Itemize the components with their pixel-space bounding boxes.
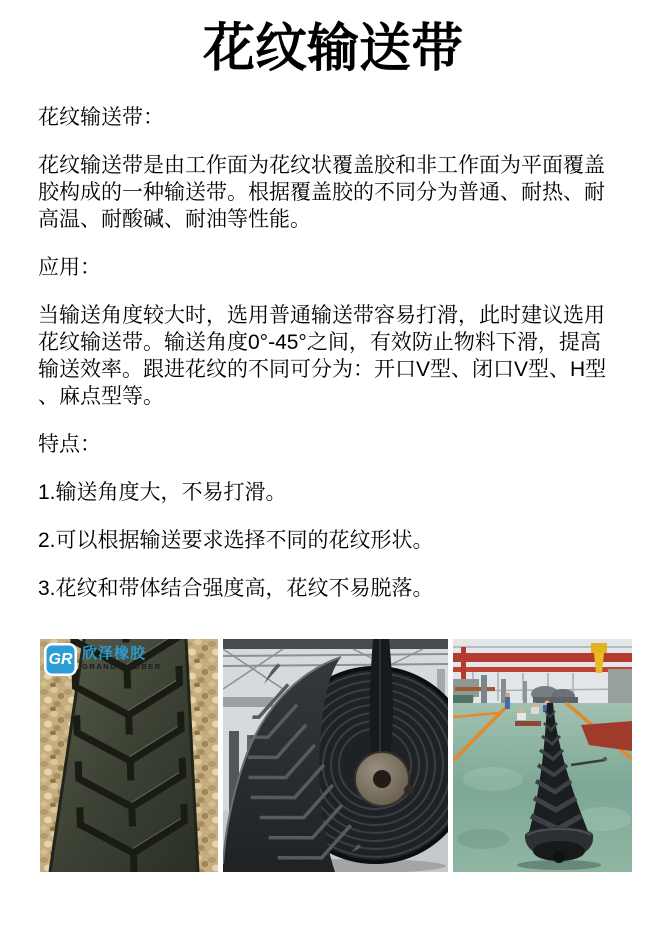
photo-belt-roll-factory bbox=[223, 639, 448, 872]
brand-name-cn: 欣泽橡胶 bbox=[82, 645, 147, 662]
gr-logo-icon bbox=[44, 643, 77, 676]
text-line: 当输送角度较大时，选用普通输送带容易打滑，此时建议选用 bbox=[38, 304, 605, 327]
intro-label: 花纹输送带： bbox=[38, 106, 164, 129]
feature-item-3 bbox=[38, 575, 642, 602]
application-paragraph bbox=[38, 302, 642, 410]
photo-row bbox=[40, 639, 666, 872]
text-line: 2.可以根据输送要求选择不同的花纹形状。 bbox=[38, 529, 434, 552]
article-body bbox=[0, 83, 666, 602]
application-label: 应用： bbox=[38, 256, 101, 279]
feature-item-1 bbox=[38, 479, 642, 506]
brand-logo-text bbox=[82, 643, 162, 671]
photo-belt-factory-floor bbox=[453, 639, 632, 872]
text-line: 输送效率。跟进花纹的不同可分为：开口V型、闭口V型、H型 bbox=[38, 358, 607, 381]
text-line: 花纹输送带。输送角度0°-45°之间，有效防止物料下滑，提高 bbox=[38, 331, 601, 354]
brand-name-en: GRAND RUBBER bbox=[82, 662, 162, 671]
features-label: 特点： bbox=[38, 433, 101, 456]
logo-monogram: GR bbox=[48, 650, 73, 668]
text-line: 、麻点型等。 bbox=[38, 385, 164, 408]
text-line: 高温、耐酸碱、耐油等性能。 bbox=[38, 208, 311, 231]
page-title: 花纹输送带 bbox=[202, 20, 463, 78]
feature-item-2 bbox=[38, 527, 642, 554]
belt-roll-factory-illustration bbox=[223, 639, 448, 872]
text-line: 花纹输送带是由工作面为花纹状覆盖胶和非工作面为平面覆盖 bbox=[38, 154, 605, 177]
intro-paragraph bbox=[38, 152, 642, 233]
photo-chevron-belt-gravel bbox=[40, 639, 218, 872]
text-line: 3.花纹和带体结合强度高，花纹不易脱落。 bbox=[38, 577, 434, 600]
text-line: 胶构成的一种输送带。根据覆盖胶的不同分为普通、耐热、耐 bbox=[38, 181, 605, 204]
text-line: 1.输送角度大，不易打滑。 bbox=[38, 481, 287, 504]
belt-factory-floor-illustration bbox=[453, 639, 632, 872]
brand-logo bbox=[44, 643, 162, 676]
